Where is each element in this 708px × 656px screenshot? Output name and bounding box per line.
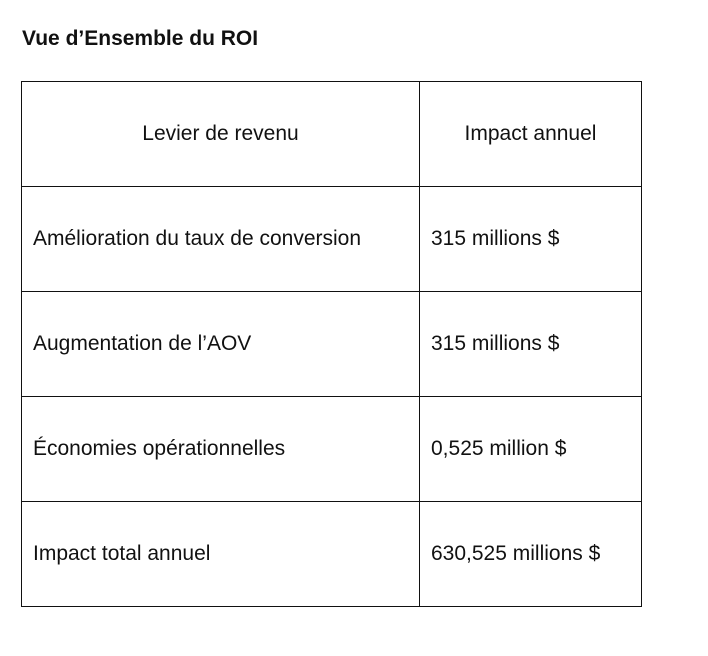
lever-cell: Économies opérationnelles (22, 397, 420, 502)
impact-cell: 630,525 millions $ (420, 502, 642, 607)
header-annual-impact: Impact annuel (420, 82, 642, 187)
roi-table (21, 81, 642, 607)
document-title: Vue d’Ensemble du ROI (22, 27, 259, 50)
impact-cell: 0,525 million $ (420, 397, 642, 502)
table-row (22, 292, 642, 397)
table-row (22, 187, 642, 292)
impact-cell: 315 millions $ (420, 187, 642, 292)
table-header-row (22, 82, 642, 187)
lever-cell: Augmentation de l’AOV (22, 292, 420, 397)
header-revenue-lever: Levier de revenu (22, 82, 420, 187)
lever-cell: Impact total annuel (22, 502, 420, 607)
table-row (22, 397, 642, 502)
impact-cell: 315 millions $ (420, 292, 642, 397)
lever-cell: Amélioration du taux de conversion (22, 187, 420, 292)
table-row-total (22, 502, 642, 607)
